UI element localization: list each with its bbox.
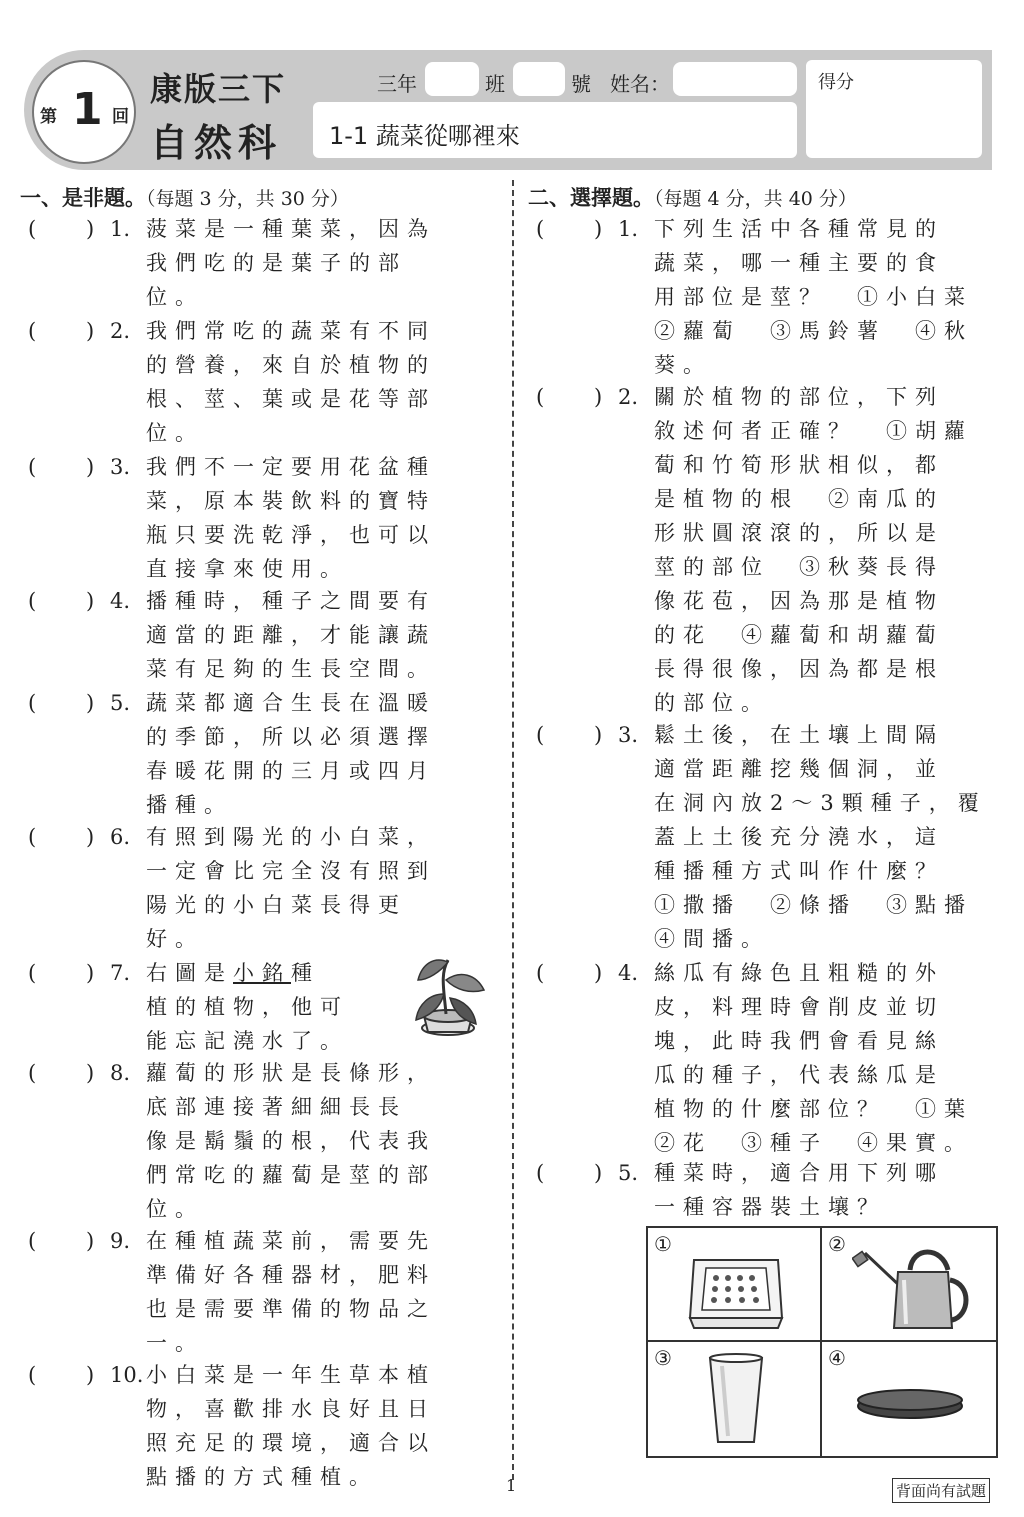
question-line: 種菜時，適合用下列哪 [654, 1161, 944, 1185]
question-line: 像是鬍鬚的根，代表我 [146, 1129, 436, 1153]
question-text [146, 1056, 516, 1226]
question-line: 適當距離挖幾個洞，並 [654, 757, 944, 781]
grid-vertical-divider [820, 1228, 822, 1456]
question-line: 物，喜歡排水良好且日 [146, 1397, 436, 1421]
question-line: 菠菜是一種葉菜，因為 [146, 217, 436, 241]
question-line: 小白菜是一年生草本植 [146, 1363, 436, 1387]
question-line: 右圖是小銘種 [146, 961, 320, 985]
question-number: 9. [110, 1229, 131, 1253]
question-line: 位。 [146, 285, 204, 309]
question-line: 莖的部位 ③秋葵長得 [654, 555, 944, 579]
subject-title [150, 60, 300, 165]
question-number: 5. [110, 691, 131, 715]
question-text [146, 686, 516, 822]
question-line: 皮，料理時會削皮並切 [654, 995, 944, 1019]
question-text [654, 718, 1024, 956]
section1-title: 一、是非題。 [20, 185, 146, 210]
question-line: ①撒播 ②條播 ③點播 [654, 893, 973, 917]
question-line: 蘿蔔的形狀是長條形， [146, 1061, 436, 1085]
question-number: 4. [618, 961, 639, 985]
question-line: 照充足的環境，適合以 [146, 1431, 436, 1455]
question-line: 播種。 [146, 793, 233, 817]
score-box[interactable] [806, 60, 982, 158]
question-line: 我們不一定要用花盆種 [146, 455, 436, 479]
question-line: 的部位。 [654, 691, 770, 715]
question-line: 直接拿來使用。 [146, 557, 349, 581]
question-line: 蔬菜都適合生長在溫暖 [146, 691, 436, 715]
question-line: 植物的什麼部位？ ①葉 [654, 1097, 973, 1121]
name-blank[interactable] [673, 62, 797, 96]
question-line: 葵。 [654, 353, 712, 377]
question-line: 菜，原本裝飲料的寶特 [146, 489, 436, 513]
underlined-name: 小銘 [233, 961, 291, 985]
round-badge [32, 60, 136, 164]
question-text [654, 212, 1024, 382]
question-text [654, 956, 1024, 1160]
title-line1: 康版三下 [150, 70, 287, 108]
grid-horizontal-divider [648, 1340, 996, 1342]
question-number: 10. [110, 1363, 144, 1387]
question-line: 點播的方式種植。 [146, 1465, 378, 1489]
grade-blank[interactable] [425, 62, 479, 96]
question-line: 在種植蔬菜前，需要先 [146, 1229, 436, 1253]
question-line: 菜有足夠的生長空間。 [146, 657, 436, 681]
question-line: ②蘿蔔 ③馬鈴薯 ④秋 [654, 319, 973, 343]
question-line: 植的植物，他可 [146, 995, 349, 1019]
question-line: 我們吃的是葉子的部 [146, 251, 407, 275]
unit-title: 1-1 蔬菜從哪裡來 [329, 122, 520, 150]
question-text [654, 1156, 1024, 1224]
question-text [146, 956, 406, 1058]
student-info [315, 60, 800, 98]
question-number: 6. [110, 825, 131, 849]
question-line: 下列生活中各種常見的 [654, 217, 944, 241]
option-1-label: ① [654, 1232, 672, 1256]
question-text [146, 584, 516, 686]
question-line: 們常吃的蘿蔔是莖的部 [146, 1163, 436, 1187]
question-line: 底部連接著細細長長 [146, 1095, 407, 1119]
question-number: 4. [110, 589, 131, 613]
question-line: 我們常吃的蔬菜有不同 [146, 319, 436, 343]
score-label: 得分 [818, 72, 854, 93]
seat-label: 號 [571, 72, 591, 96]
question-text [146, 450, 516, 586]
question-line: 在洞內放2～3顆種子，覆 [654, 791, 987, 815]
question-number: 1. [110, 217, 131, 241]
back-page-note: 背面尚有試題 [892, 1478, 990, 1503]
question-line: 塊，此時我們會看見絲 [654, 1029, 944, 1053]
section2-heading [528, 182, 857, 212]
round-number: 1 [72, 84, 103, 135]
question-line: 的花 ④蘿蔔和胡蘿蔔 [654, 623, 944, 647]
question-text [146, 1224, 516, 1360]
question-line: 適當的距離，才能讓蔬 [146, 623, 436, 647]
flat-dish-icon [854, 1384, 966, 1424]
question-line: 的季節，所以必須選擇 [146, 725, 436, 749]
wilted-plant-illustration [404, 950, 496, 1042]
question-line: 一。 [146, 1331, 204, 1355]
question-line: 好。 [146, 927, 204, 951]
question-text [146, 820, 516, 956]
question-line: 用部位是莖？ ①小白菜 [654, 285, 973, 309]
question-number: 3. [110, 455, 131, 479]
paper-cup-icon [706, 1352, 766, 1448]
option-4-label: ④ [828, 1346, 846, 1370]
question-line: 蔬菜，哪一種主要的食 [654, 251, 944, 275]
question-number: 2. [618, 385, 639, 409]
question-line: 絲瓜有綠色且粗糙的外 [654, 961, 944, 985]
option-3-label: ③ [654, 1346, 672, 1370]
question-number: 1. [618, 217, 639, 241]
question-line: 一定會比完全沒有照到 [146, 859, 436, 883]
question-number: 3. [618, 723, 639, 747]
question-line: 根、莖、葉或是花等部 [146, 387, 436, 411]
question-line: 瓶只要洗乾淨，也可以 [146, 523, 436, 547]
question-number: 7. [110, 961, 131, 985]
question-line: 種播種方式叫作什麼？ [654, 859, 944, 883]
question-line: 蓋上土後充分澆水，這 [654, 825, 944, 849]
section2-title: 二、選擇題。 [528, 185, 654, 210]
question-line: 瓜的種子，代表絲瓜是 [654, 1063, 944, 1087]
grade-label: 三年 [377, 72, 417, 96]
question-text [654, 380, 1024, 720]
question-number: 2. [110, 319, 131, 343]
option-2-label: ② [828, 1232, 846, 1256]
section2-points: （每題 4 分，共 40 分） [654, 188, 857, 210]
page-number: 1 [506, 1476, 517, 1495]
question-text [146, 1358, 516, 1494]
section1-points: （每題 3 分，共 30 分） [146, 188, 349, 210]
question-line: 敘述何者正確？ ①胡蘿 [654, 419, 973, 443]
unit-title-box [313, 102, 797, 158]
question-line: 陽光的小白菜長得更 [146, 893, 407, 917]
question-line: 播種時，種子之間要有 [146, 589, 436, 613]
question-line: 位。 [146, 1197, 204, 1221]
question-line: 鬆土後，在土壤上間隔 [654, 723, 944, 747]
question-line: 蔔和竹筍形狀相似，都 [654, 453, 944, 477]
question-line: 有照到陽光的小白菜， [146, 825, 436, 849]
question-line: 一種容器裝土壤？ [654, 1195, 886, 1219]
round-suffix: 回 [112, 107, 129, 127]
question-line: 的營養，來自於植物的 [146, 353, 436, 377]
class-blank[interactable] [513, 62, 565, 96]
question-text [146, 314, 516, 450]
question-line: 能忘記澆水了。 [146, 1029, 349, 1053]
watering-can-icon [852, 1240, 972, 1336]
section1-heading [20, 182, 349, 212]
title-line2: 自然科 [150, 121, 283, 165]
question-line: 準備好各種器材，肥料 [146, 1263, 436, 1287]
question-line: 是植物的根 ②南瓜的 [654, 487, 944, 511]
name-label: 姓名： [610, 72, 670, 96]
question-line: 也是需要準備的物品之 [146, 1297, 436, 1321]
round-prefix: 第 [40, 107, 57, 127]
question-line: ②花 ③種子 ④果實。 [654, 1131, 973, 1155]
question-line: ④間播。 [654, 927, 770, 951]
seed-tray-icon [686, 1248, 786, 1332]
container-options-grid [646, 1226, 998, 1458]
question-line: 長得很像，因為都是根 [654, 657, 944, 681]
class-label: 班 [485, 72, 505, 96]
question-number: 5. [618, 1161, 639, 1185]
question-line: 形狀圓滾滾的，所以是 [654, 521, 944, 545]
question-text [146, 212, 516, 314]
question-line: 關於植物的部位，下列 [654, 385, 944, 409]
question-line: 位。 [146, 421, 204, 445]
question-line: 像花苞，因為那是植物 [654, 589, 944, 613]
question-line: 春暖花開的三月或四月 [146, 759, 436, 783]
question-number: 8. [110, 1061, 131, 1085]
